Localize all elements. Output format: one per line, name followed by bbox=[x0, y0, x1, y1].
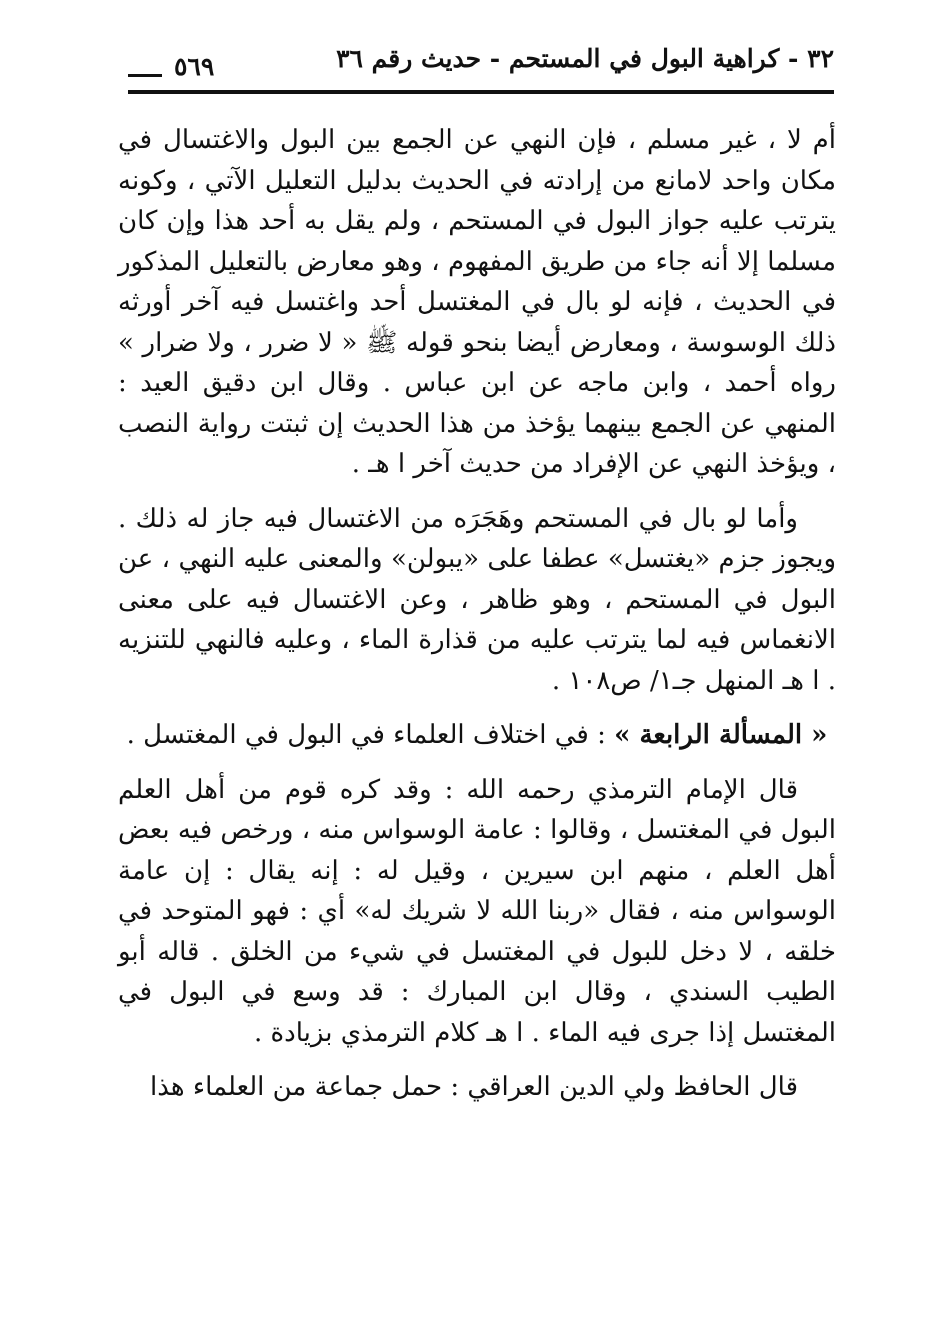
paragraph-2: وأما لو بال في المستحم وهَجَرَه من الاغتسال فيه جاز له ذلك . ويجوز جزم «يغتسل» عطفا على «يبولن» والمعنى عليه النهي ، عن البول في المستحم ، وهو ظاهر ، وعن الاغتسال فيه على معنى الانغماس فيه لما يترتب عليه من قذارة الماء ، وعليه فالنهي للتنزيه . ا هـ المنهل جـ١/ ص١٠٨ . bbox=[118, 503, 836, 696]
section-heading-label: « المسألة الرابعة » bbox=[614, 720, 828, 750]
header-dash bbox=[128, 74, 162, 77]
running-title: ٣٢ - كراهية البول في المستحم - حديث رقم ٣٦ bbox=[336, 44, 834, 73]
page-header bbox=[128, 44, 834, 96]
section-heading-text: : في اختلاف العلماء في البول في المغتسل . bbox=[126, 720, 615, 750]
page-number: ٥٦٩ bbox=[174, 52, 215, 81]
header-rule bbox=[128, 90, 834, 94]
paragraph-1: أم لا ، غير مسلم ، فإن النهي عن الجمع بين البول والاغتسال في مكان واحد لامانع من إرادته في الحديث بدليل التعليل الآتي ، وكونه يترتب عليه جواز البول في المستحم ، ولم يقل به أحد هذا وإن كان مسلما إلا أنه جاء من طريق المفهوم ، وهو معارض بالتعليل المذكور في الحديث ، فإنه لو بال في المغتسل أحد واغتسل فيه آخر أورثه ذلك الوسوسة ، ومعارض أيضا بنحو قوله ﷺ « لا ضرر ، ولا ضرار » رواه أحمد ، وابن ماجه عن ابن عباس . وقال ابن دقيق العيد : المنهي عن الجمع بينهما يؤخذ من هذا الحديث إن ثبتت رواية النصب ، ويؤخذ النهي عن الإفراد من حديث آخر ا هـ . bbox=[118, 125, 836, 479]
paragraph-3: قال الإمام الترمذي رحمه الله : وقد كره قوم من أهل العلم البول في المغتسل ، وقالوا : عامة الوسواس منه ، ورخص فيه بعض أهل العلم ، منهم ابن سيرين ، وقيل له : إنه يقال : إن عامة الوسواس منه ، فقال «ربنا الله لا شريك له» أي : فهو المتوحد في خلقه ، لا دخل للبول في المغتسل في شيء من الخلق . قاله أبو الطيب السندي ، وقال ابن المبارك : قد وسع في البول في المغتسل إذا جرى فيه الماء . ا هـ كلام الترمذي بزيادة . bbox=[118, 774, 836, 1048]
page-body bbox=[118, 120, 836, 1122]
section-heading bbox=[118, 715, 836, 756]
paragraph-4: قال الحافظ ولي الدين العراقي : حمل جماعة من العلماء هذا bbox=[150, 1072, 798, 1102]
